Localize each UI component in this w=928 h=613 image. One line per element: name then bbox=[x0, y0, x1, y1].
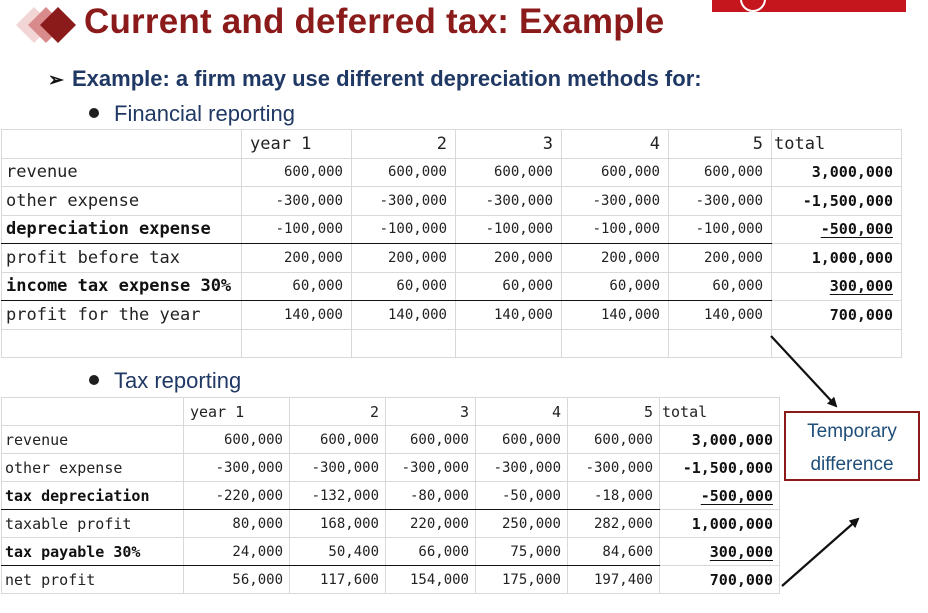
cell: 175,000 bbox=[476, 566, 568, 594]
cell: -300,000 bbox=[476, 454, 568, 482]
subheading-text: Example: a firm may use different depreciation methods for: bbox=[72, 66, 702, 91]
cell: 600,000 bbox=[290, 426, 386, 454]
arrow-bullet-icon: ➢ bbox=[48, 70, 64, 91]
cell: 66,000 bbox=[386, 538, 476, 566]
cell: -132,000 bbox=[290, 482, 386, 510]
cell: -100,000 bbox=[352, 215, 456, 244]
row-label: net profit bbox=[2, 566, 184, 594]
row-label: tax depreciation bbox=[2, 482, 184, 510]
cell: 220,000 bbox=[386, 510, 476, 538]
cell: 200,000 bbox=[669, 244, 772, 273]
bullet-financial-label: Financial reporting bbox=[114, 101, 295, 126]
cell: -300,000 bbox=[352, 187, 456, 216]
cell: -50,000 bbox=[476, 482, 568, 510]
cell: -300,000 bbox=[669, 187, 772, 216]
cell: 60,000 bbox=[669, 272, 772, 301]
cell: 140,000 bbox=[352, 301, 456, 330]
cell: 80,000 bbox=[184, 510, 290, 538]
total-cell: 300,000 bbox=[660, 538, 780, 566]
cell: 56,000 bbox=[184, 566, 290, 594]
cell: -18,000 bbox=[568, 482, 660, 510]
cell: 140,000 bbox=[456, 301, 562, 330]
header-cell: 2 bbox=[352, 130, 456, 159]
cell: 600,000 bbox=[476, 426, 568, 454]
cell: -300,000 bbox=[184, 454, 290, 482]
cell: 24,000 bbox=[184, 538, 290, 566]
cell: 154,000 bbox=[386, 566, 476, 594]
header-cell: 4 bbox=[562, 130, 669, 159]
header-cell: 5 bbox=[669, 130, 772, 159]
row-label: taxable profit bbox=[2, 510, 184, 538]
cell: -300,000 bbox=[568, 454, 660, 482]
cell: 60,000 bbox=[242, 272, 352, 301]
cell: 168,000 bbox=[290, 510, 386, 538]
total-cell: 3,000,000 bbox=[772, 158, 902, 187]
total-cell: 3,000,000 bbox=[660, 426, 780, 454]
page-title: Current and deferred tax: Example bbox=[84, 2, 665, 41]
row-label: tax payable 30% bbox=[2, 538, 184, 566]
cell: 140,000 bbox=[669, 301, 772, 330]
row-label: profit before tax bbox=[2, 244, 242, 273]
row-label: other expense bbox=[2, 187, 242, 216]
cell: 117,600 bbox=[290, 566, 386, 594]
total-cell: 1,000,000 bbox=[660, 510, 780, 538]
total-cell: 300,000 bbox=[772, 272, 902, 301]
cell: -100,000 bbox=[669, 215, 772, 244]
callout-line-1: Temporary bbox=[807, 421, 897, 442]
row-label: profit for the year bbox=[2, 301, 242, 330]
cell: 200,000 bbox=[242, 244, 352, 273]
bullet-tax-label: Tax reporting bbox=[114, 368, 242, 393]
row-label: depreciation expense bbox=[2, 215, 242, 244]
header-cell: 3 bbox=[386, 398, 476, 426]
cell: 600,000 bbox=[386, 426, 476, 454]
cell: -100,000 bbox=[456, 215, 562, 244]
total-cell: 700,000 bbox=[772, 301, 902, 330]
cell: 600,000 bbox=[669, 158, 772, 187]
cell: 200,000 bbox=[562, 244, 669, 273]
callout-line-2: difference bbox=[810, 454, 894, 475]
cell: 50,400 bbox=[290, 538, 386, 566]
total-cell: 1,000,000 bbox=[772, 244, 902, 273]
total-cell: 700,000 bbox=[660, 566, 780, 594]
header-cell: 5 bbox=[568, 398, 660, 426]
cell: 60,000 bbox=[562, 272, 669, 301]
header-cell: 2 bbox=[290, 398, 386, 426]
cell: 600,000 bbox=[242, 158, 352, 187]
arrow-to-callout-icon bbox=[771, 336, 836, 406]
cell: -300,000 bbox=[386, 454, 476, 482]
cell: 600,000 bbox=[352, 158, 456, 187]
header-cell: year 1 bbox=[184, 398, 290, 426]
header-cell: total bbox=[660, 398, 780, 426]
row-label: revenue bbox=[2, 426, 184, 454]
row-label: other expense bbox=[2, 454, 184, 482]
cell: -220,000 bbox=[184, 482, 290, 510]
cell: -80,000 bbox=[386, 482, 476, 510]
cell: 197,400 bbox=[568, 566, 660, 594]
cell: 250,000 bbox=[476, 510, 568, 538]
row-label: income tax expense 30% bbox=[2, 272, 242, 301]
cell: -300,000 bbox=[562, 187, 669, 216]
cell: 60,000 bbox=[352, 272, 456, 301]
total-cell: -1,500,000 bbox=[772, 187, 902, 216]
cell: 200,000 bbox=[352, 244, 456, 273]
cell: 600,000 bbox=[184, 426, 290, 454]
header-cell: year 1 bbox=[242, 130, 352, 159]
cell: -300,000 bbox=[290, 454, 386, 482]
cell: -100,000 bbox=[562, 215, 669, 244]
total-cell: -500,000 bbox=[772, 215, 902, 244]
header-cell: 4 bbox=[476, 398, 568, 426]
cell: -300,000 bbox=[242, 187, 352, 216]
cell: 600,000 bbox=[562, 158, 669, 187]
row-label: revenue bbox=[2, 158, 242, 187]
cell: -300,000 bbox=[456, 187, 562, 216]
cell: 600,000 bbox=[568, 426, 660, 454]
cell: 60,000 bbox=[456, 272, 562, 301]
cell: 600,000 bbox=[456, 158, 562, 187]
header-cell: total bbox=[772, 130, 902, 159]
arrow-from-net-profit-icon bbox=[782, 519, 858, 586]
cell: 282,000 bbox=[568, 510, 660, 538]
cell: 75,000 bbox=[476, 538, 568, 566]
total-cell: -1,500,000 bbox=[660, 454, 780, 482]
header-cell: 3 bbox=[456, 130, 562, 159]
cell: 140,000 bbox=[562, 301, 669, 330]
total-cell: -500,000 bbox=[660, 482, 780, 510]
cell: 140,000 bbox=[242, 301, 352, 330]
cell: 84,600 bbox=[568, 538, 660, 566]
cell: 200,000 bbox=[456, 244, 562, 273]
cell: -100,000 bbox=[242, 215, 352, 244]
